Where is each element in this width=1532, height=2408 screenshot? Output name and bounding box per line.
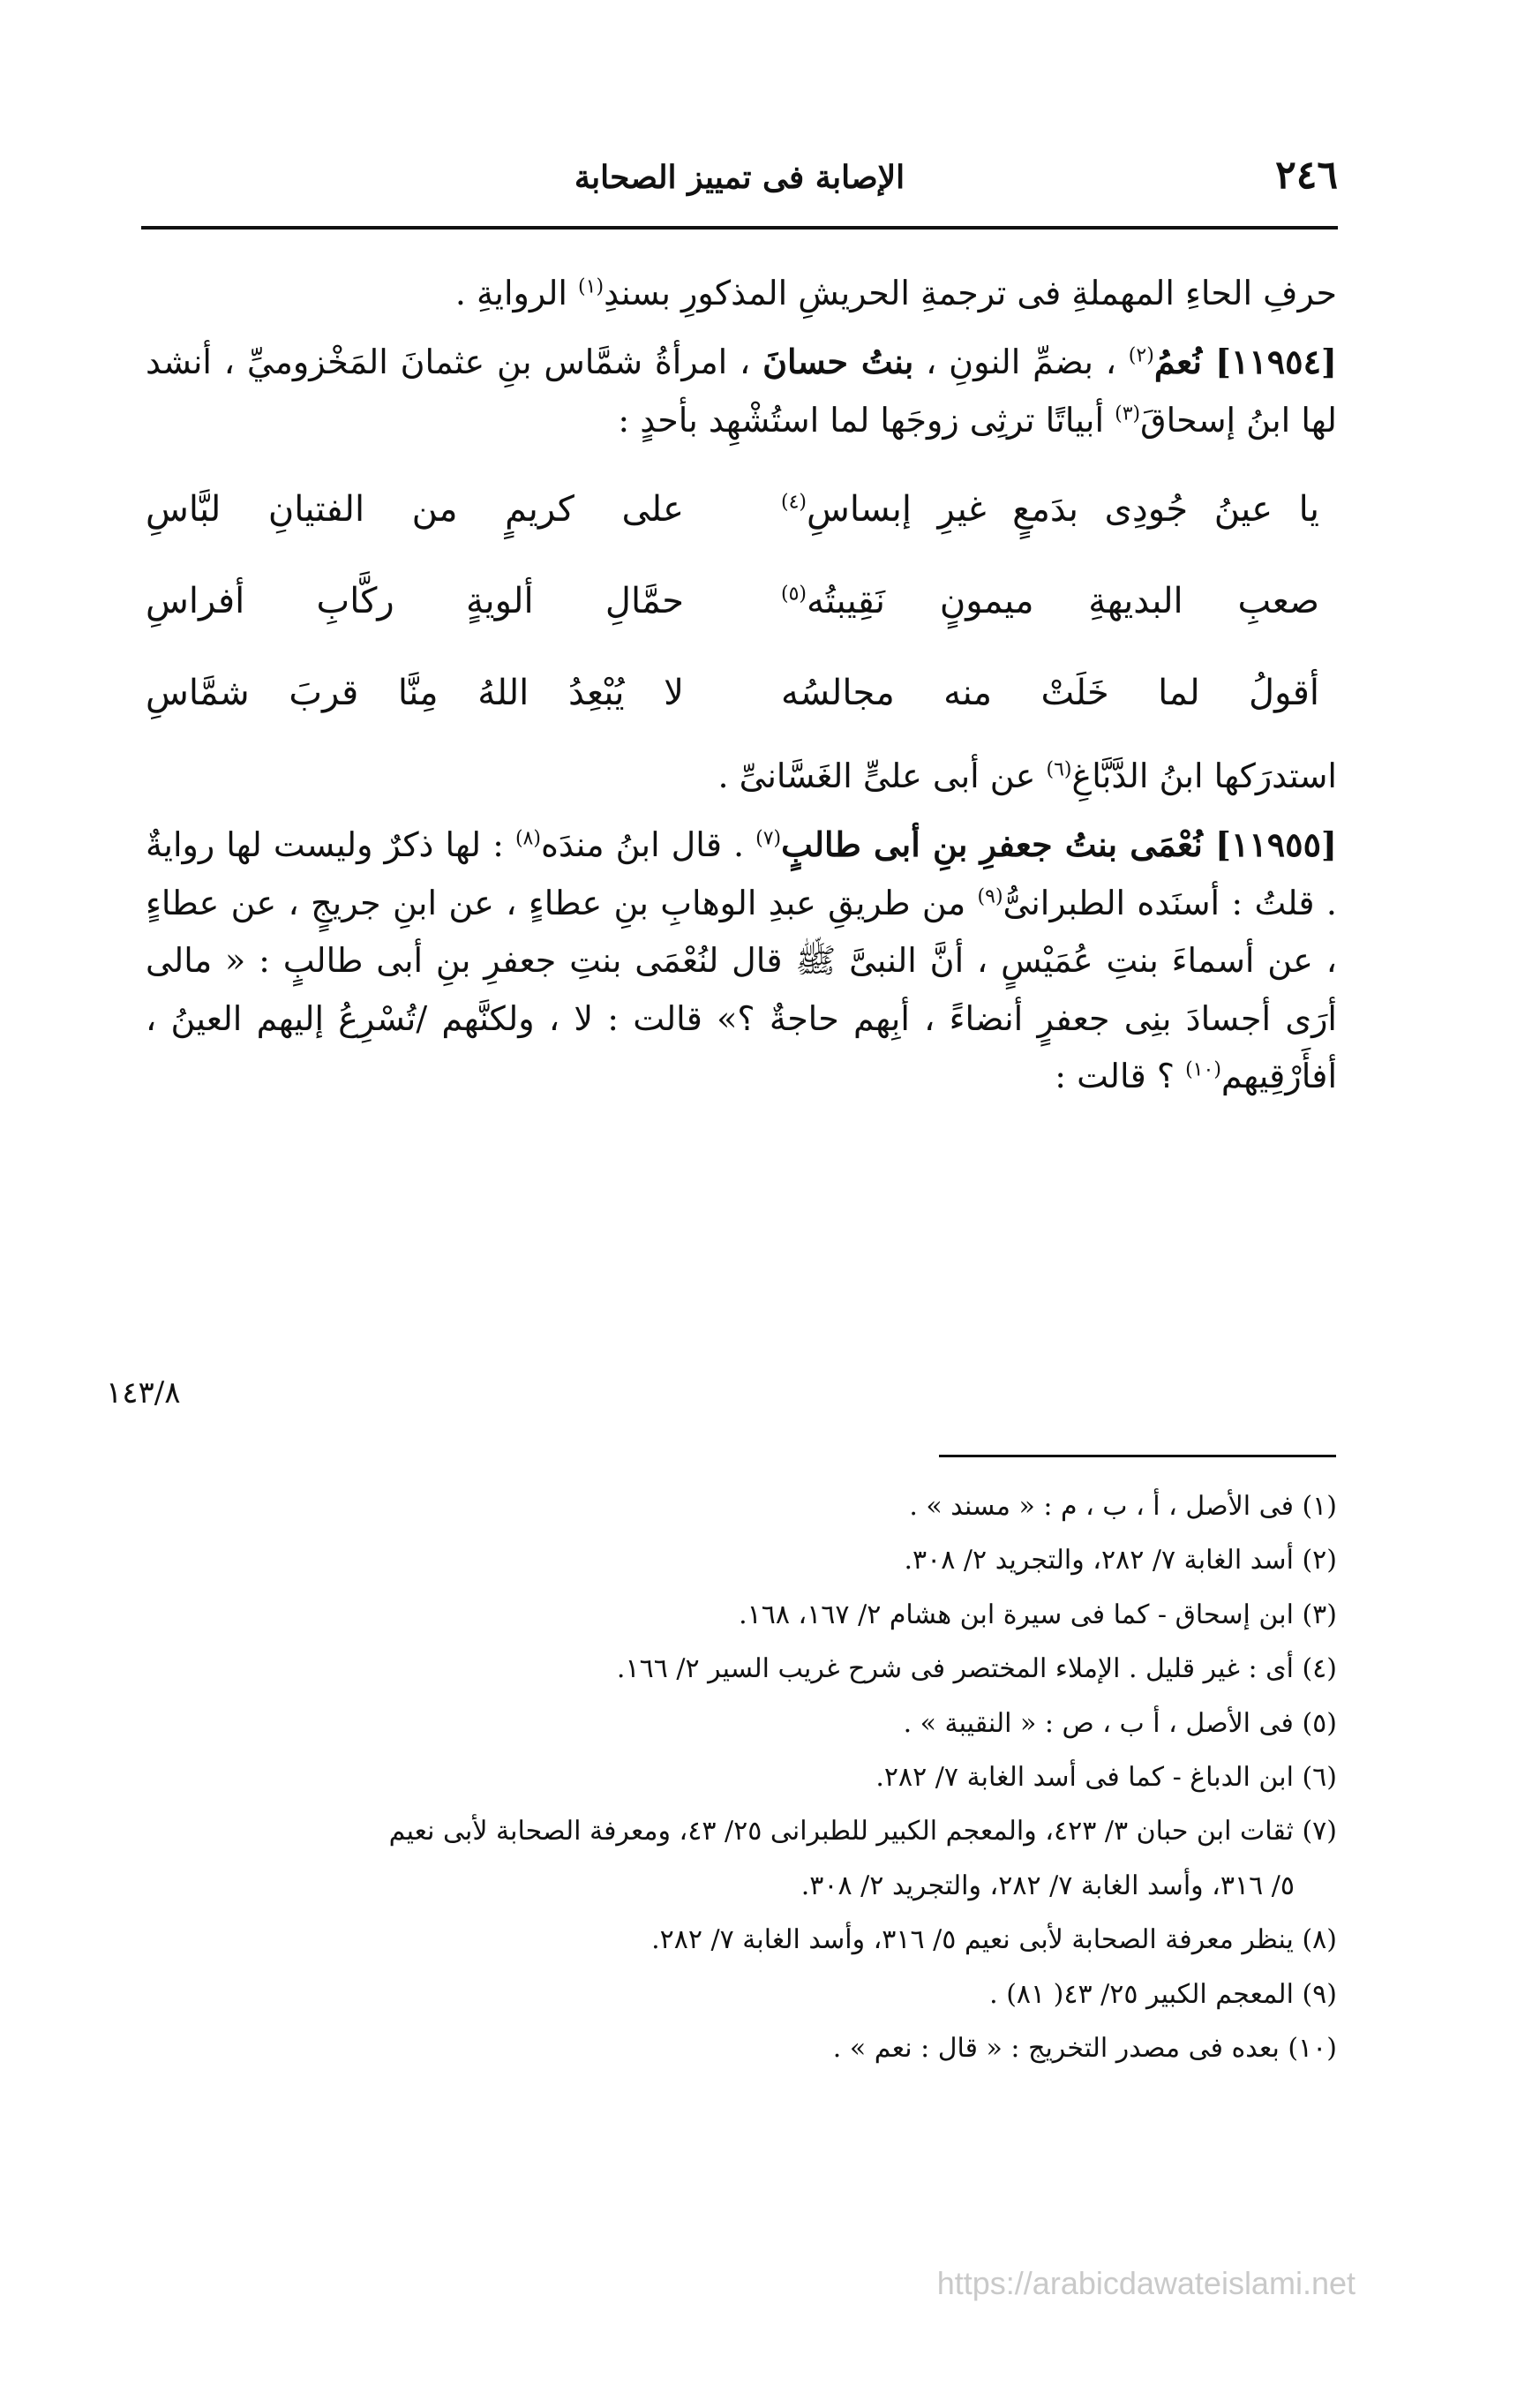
- footnote-ref: (١): [578, 275, 605, 298]
- poem-verse: [146, 555, 1337, 647]
- footnote: (٣) ابن إسحاق - كما فى سيرة ابن هشام ٢/ ١٦٧، ١٦٨.: [739, 1599, 1337, 1630]
- entry-11955: [١١٩٥٥] نُعْمَى بنتُ جعفرِ بنِ أبى طالبٍ$^{(٧)}$ . قال ابنُ مندَه$^{(٨)}$ : لها ذكرٌ وليست لها روايةٌ . قلتُ : أسنَده الطبرانىُّ$^{(٩)}$ من طريقِ عبدِ الوهابِ بنِ عطاءٍ ، عن ابنِ جريجٍ ، عن عطاءٍ ، عن أسماءَ بنتِ عُمَيْسٍ ، أنَّ النبىَّ ﷺ قال لنُعْمَى بنتِ جعفرِ بنِ أبى طالبٍ : « مالى أرَى أجسادَ بنِى جعفرٍ أنضاءً ، أبِهم حاجةٌ ؟» قالت : لا ، ولكنَّهم /تُسْرِعُ إليهم العينُ ، أفأَرْقِيهم$^{(١٠)}$ ؟ قالت :: [146, 824, 1337, 1095]
- paragraph-attribution: استدرَكها ابنُ الدَّبَّاغِ$^{(٦)}$ عن أبى علىٍّ الغَسَّانىِّ .: [717, 756, 1337, 796]
- entry-name: نُعمُ: [1153, 342, 1215, 382]
- footnote-continuation: ٥/ ٣١٦، وأسد الغابة ٧/ ٢٨٢، والتجريد ٢/ ٣٠٨.: [800, 1870, 1295, 1901]
- verse-second-half: حمَّالِ ألويةٍ ركَّابِ أفراسِ: [146, 580, 684, 621]
- poem: [146, 463, 1337, 739]
- verse-second-half: على كريمٍ من الفتيانِ لبَّاسِ: [146, 488, 684, 530]
- footnote: (٤) أى : غير قليل . الإملاء المختصر فى شرح غريب السير ٢/ ١٦٦.: [616, 1653, 1337, 1685]
- verse-first-half: يا عينُ جُودِى بدَمعٍ غيرِ إبساسِ$^{(٤)}$: [781, 488, 1319, 530]
- footnote: (٧) ثقات ابن حبان ٣/ ٤٢٣، والمعجم الكبير للطبرانى ٢٥/ ٤٣، ومعرفة الصحابة لأبى نعيم: [388, 1816, 1337, 1847]
- footnote: (٦) ابن الدباغ - كما فى أسد الغابة ٧/ ٢٨٢.: [875, 1761, 1337, 1793]
- footnote-ref: (٨): [514, 827, 541, 850]
- footnote: (٥) فى الأصل ، أ ب ، ص : « النقيبة » .: [903, 1707, 1337, 1739]
- footnote: (١٠) بعده فى مصدر التخريج : « قال : نعم » .: [832, 2032, 1337, 2064]
- footnote: (١) فى الأصل ، أ ، ب ، م : « مسند » .: [909, 1491, 1337, 1522]
- watermark-url: https://arabicdawateislami.net: [936, 2265, 1356, 2301]
- footnote-ref: (٢): [1128, 344, 1154, 367]
- verse-second-half: لا يُبْعِدُ اللهُ مِنَّا قربَ شمَّاسِ: [146, 672, 684, 713]
- footnote-ref: (١٠): [1185, 1058, 1221, 1081]
- footnote: (٨) ينظر معرفة الصحابة لأبى نعيم ٥/ ٣١٦، وأسد الغابة ٧/ ٢٨٢.: [651, 1924, 1337, 1956]
- page-number: ٢٤٦: [1275, 153, 1338, 198]
- footnote-ref: (٧): [755, 827, 782, 850]
- footnote-divider: [939, 1455, 1336, 1457]
- entry-11954: [١١٩٥٤] نُعمُ$^{(٢)}$ ، بضمِّ النونِ ، بنتُ حسانَ ، امرأةُ شمَّاس بنِ عثمانَ المَخْزوميِّ ، أنشد لها ابنُ إسحاقَ$^{(٣)}$ أبياتًا ترثِى زوجَها لما استُشْهِد بأحدٍ :: [146, 342, 1337, 440]
- verse-first-half: صعبِ البديهةِ ميمونٍ نَقِيبتُه$^{(٥)}$: [781, 580, 1319, 621]
- footnote-ref: (٣): [1115, 403, 1141, 425]
- margin-page-reference: ١٤٣/٨: [106, 1375, 181, 1411]
- header-divider: [141, 226, 1338, 230]
- entry-lineage: بنتُ حسانَ: [762, 342, 914, 382]
- running-header: [141, 141, 1338, 203]
- footnote-ref: (٦): [1046, 758, 1072, 781]
- footnote: (٢) أسد الغابة ٧/ ٢٨٢، والتجريد ٢/ ٣٠٨.: [904, 1545, 1337, 1576]
- entry-name: نُعْمَى بنتُ جعفرِ بنِ أبى طالبٍ: [781, 824, 1215, 865]
- footnote-ref: (٩): [977, 885, 1003, 908]
- poem-verse: [146, 647, 1337, 739]
- main-text: [146, 265, 1337, 1116]
- entry-number: [١١٩٥٥]: [1214, 824, 1337, 865]
- running-title: الإصابة فى تمييز الصحابة: [574, 159, 905, 196]
- footnote: (٩) المعجم الكبير ٢٥/ ٤٣( ٨١) .: [989, 1978, 1337, 2010]
- verse-first-half: أقولُ لما خَلَتْ منه مجالسُه: [781, 672, 1319, 713]
- entry-number: [١١٩٥٤]: [1214, 342, 1337, 382]
- paragraph-intro: حرفِ الحاءِ المهملةِ فى ترجمةِ الحريشِ المذكورِ بسندِ$^{(١)}$ الروايةِ .: [454, 274, 1337, 312]
- footnotes: [146, 1483, 1337, 2079]
- poem-verse: [146, 463, 1337, 555]
